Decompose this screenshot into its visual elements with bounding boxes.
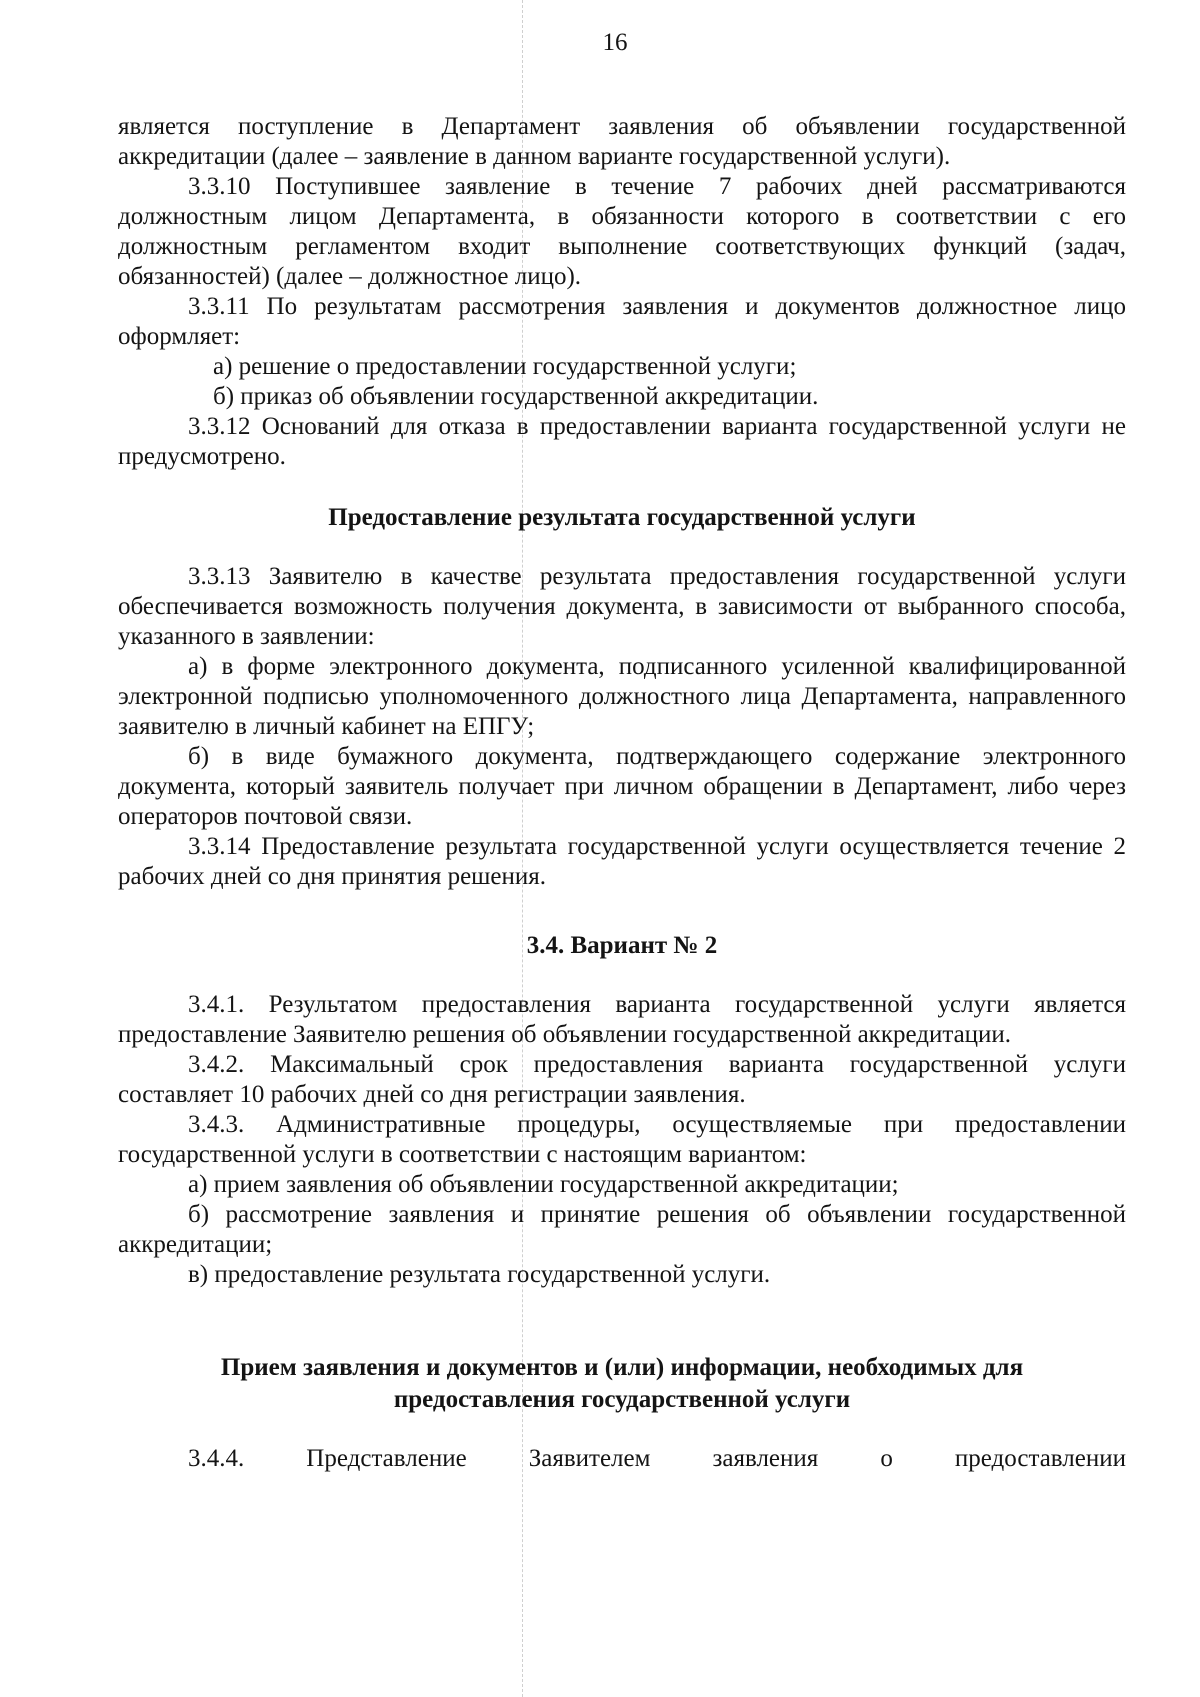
heading-intake: [118, 1352, 1126, 1416]
paragraph-3-3-13: 3.3.13 Заявителю в качестве результата предоставления государственной услуги обеспечивается возможность получения документа, в зависимости от выбранного способа, указанного в заявлении:: [118, 563, 1126, 650]
paragraph-3-3-10: 3.3.10 Поступившее заявление в течение 7 рабочих дней рассматриваются должностным лицом Департамента, в обязанности которого в соответствии с его должностным регламентом входит выполнение соответствующих функций (задач, обязанностей) (далее – должностное лицо).: [118, 173, 1126, 290]
section-3-3-continued: [118, 112, 1126, 472]
section-intake: [118, 1444, 1126, 1474]
list-item-c: в) предоставление результата государственной услуги.: [188, 1261, 771, 1288]
heading-intake-line-2: предоставления государственной услуги: [393, 1386, 851, 1413]
list-item-b: б) приказ об объявлении государственной аккредитации.: [213, 383, 819, 410]
section-variant-2: [118, 990, 1126, 1290]
list-item-b: б) в виде бумажного документа, подтверждающего содержание электронного документа, который заявитель получает при личном обращении в Департамент, либо через операторов почтовой связи.: [118, 743, 1126, 830]
paragraph-3-4-1: 3.4.1. Результатом предоставления варианта государственной услуги является предоставление Заявителю решения об объявлении государственной аккредитации.: [118, 991, 1126, 1048]
list-item-a: а) в форме электронного документа, подписанного усиленной квалифицированной электронной подписью уполномоченного должностного лица Департамента, направленного заявителю в личный кабинет на ЕПГУ;: [118, 653, 1126, 740]
heading-result: Предоставление результата государственной услуги: [328, 504, 916, 531]
heading-intake-line-1: Прием заявления и документов и (или) информации, необходимых для: [220, 1354, 1024, 1381]
paragraph-3-4-4: 3.4.4. Представление Заявителем заявления о предоставлении: [188, 1445, 1126, 1472]
paragraph-3-3-14: 3.3.14 Предоставление результата государственной услуги осуществляется течение 2 рабочих дней со дня принятия решения.: [118, 833, 1126, 890]
list-item-b: б) рассмотрение заявления и принятие решения об объявлении государственной аккредитации;: [118, 1201, 1126, 1258]
page-number: 16: [602, 29, 628, 56]
paragraph-3-4-3: 3.4.3. Административные процедуры, осуществляемые при предоставлении государственной услуги в соответствии с настоящим вариантом:: [118, 1111, 1126, 1168]
paragraph-3-3-12: 3.3.12 Оснований для отказа в предоставлении варианта государственной услуги не предусмотрено.: [118, 413, 1126, 470]
list-item-a: а) прием заявления об объявлении государственной аккредитации;: [188, 1171, 899, 1198]
paragraph-3-4-2: 3.4.2. Максимальный срок предоставления варианта государственной услуги составляет 10 рабочих дней со дня регистрации заявления.: [118, 1051, 1126, 1108]
heading-variant-2: 3.4. Вариант № 2: [526, 932, 718, 959]
paragraph-3-3-11: 3.3.11 По результатам рассмотрения заявления и документов должностное лицо оформляет:: [118, 293, 1126, 350]
section-result: [118, 562, 1126, 892]
paragraph-continuation: является поступление в Департамент заявления об объявлении государственной аккредитации (далее – заявление в данном варианте государственной услуги).: [118, 113, 1126, 170]
list-item-a: а) решение о предоставлении государственной услуги;: [213, 353, 797, 380]
